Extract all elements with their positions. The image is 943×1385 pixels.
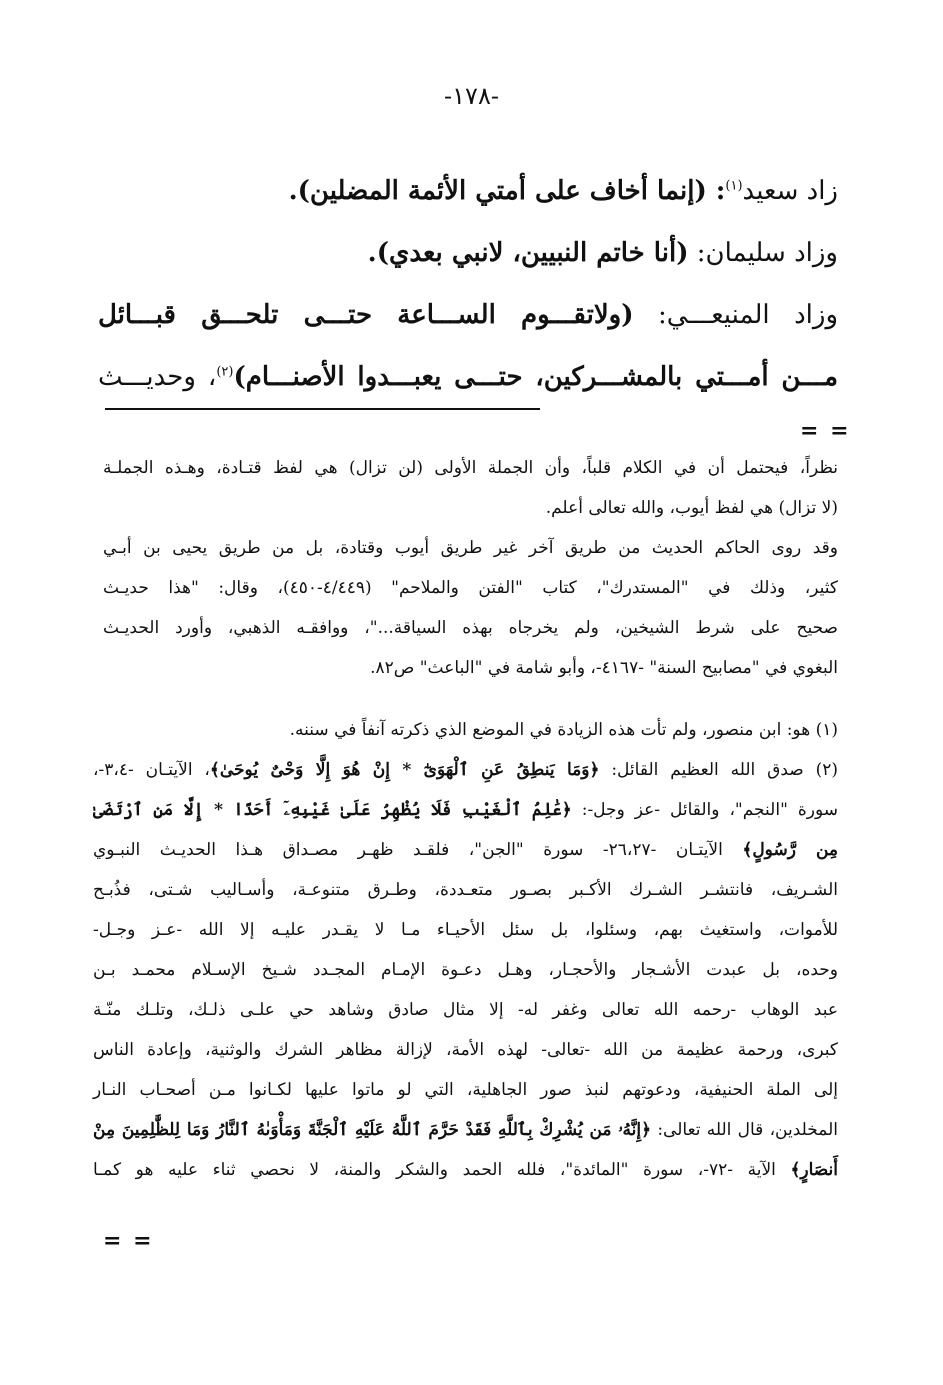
continuation-line-3: وقد روى الحاكم الحديث من طريق آخر غير طريق أيوب وقتادة، بل من طريق يحيى بن أبـي: [103, 538, 838, 558]
main-line-1: [98, 160, 838, 222]
footnote-2-ref-najm: ، الآيتـان -٣،٤-،: [93, 760, 210, 780]
narrator-sulaiman: وزاد سليمان:: [688, 238, 838, 268]
footnote-2-line-6: وحده، بل عبدت الأشـجار والأحجـار، وهـل دعـوة الإمـام المجـدد شـيخ الإسـلام محمـد بـن: [93, 960, 838, 980]
continuation-mark-bottom: = =: [103, 1228, 154, 1254]
footnote-2-intro: (٢) صدق الله العظيم القائل:: [599, 760, 838, 780]
hadith-text-2: (أنا خاتم النبيين، لانبي بعدي).: [367, 238, 689, 268]
footnote-ref-1: (١): [725, 178, 743, 194]
continuation-mark-top: = =: [800, 418, 851, 444]
footnote-2-line-10-text: المخلدين، قال الله تعالى:: [651, 1120, 838, 1140]
footnote-2-line-3: [93, 830, 838, 870]
narrator-saeed: زاد سعيد: [742, 176, 838, 206]
main-line-2: [98, 222, 838, 284]
main-text: [98, 160, 838, 408]
hadith-text-1: : (إنما أخاف على أمتي الأئمة المضلين).: [288, 176, 726, 206]
footnote-2-line-10: [93, 1110, 838, 1150]
quran-verse-jinn-end: مِن رَّسُولٍ﴾: [742, 840, 838, 860]
footnote-2-line-2-text: سورة "النجم"، والقائل -عز وجل-:: [571, 800, 838, 820]
footnote-continuation: [103, 448, 838, 688]
footnote-2-line-2: [93, 790, 838, 830]
continuation-line-4: كثير، وذلك في "المستدرك"، كتاب "الفتن والملاحم" (٤/٤٤٩-٤٥٠)، وقال: "هذا حديـث: [103, 578, 838, 598]
main-line-3: [98, 284, 838, 346]
footnote-2-line-4: الشـريف، فانتشـر الشـرك الأكـبر بصـور متعـددة، وطـرق متنوعـة، وأسـاليب شـتى، فذُبـح: [93, 880, 838, 900]
page-number: -١٧٨-: [444, 82, 499, 110]
footnote-2-line-9: إلى الملة الحنيفية، ودعوتهم لنبذ صور الجاهلية، التي لو ماتوا عليها لكـانوا مـن أصحـاب النـار: [93, 1080, 838, 1100]
continuation-line-6: البغوي في "مصابيح السنة" -٤١٦٧-، وأبو شامة في "الباعث" ص٨٢.: [370, 658, 838, 678]
quran-verse-jinn: ﴿عَٰلِمُ ٱلْغَيْبِ فَلَا يُظْهِرُ عَلَىٰ غَيْبِهِۦٓ أَحَدًا * إِلَّا مَنِ ٱرْتَضَىٰ: [93, 800, 572, 820]
footnote-ref-2: (٢): [216, 364, 234, 380]
continuation-line-5: صحيح على شرط الشيخين، ولم يخرجاه بهذه السياقة..."، ووافقـه الذهبي، وأورد الحديـث: [103, 618, 838, 638]
hadith-text-4: مـــن أمـــتي بالمشـــركين، حتـــى يعبـــدوا الأصنـــام): [233, 362, 838, 392]
footnote-separator-rule: [105, 408, 540, 410]
footnote-2-line-11-text: الآية -٧٢-، سورة "المائدة"، فلله الحمد والشكر والمنة، لا نحصي ثناء عليه هو كمـا: [93, 1160, 791, 1180]
footnote-1: (١) هو: ابن منصور، ولم تأت هذه الزيادة في الموضع الذي ذكرته آنفاً في سننه.: [289, 720, 838, 740]
quran-verse-najm: ﴿وَمَا يَنطِقُ عَنِ ٱلْهَوَىٰٓ * إِنْ هُوَ إِلَّا وَحْىٌ يُوحَىٰ﴾: [209, 760, 600, 780]
footnote-2-line-8: كبرى، ورحمة عظيمة من الله -تعالى- لهذه الأمة، لإزالة مظاهر الشرك والوثنية، وإعادة الناس: [93, 1040, 838, 1060]
footnotes: [93, 710, 838, 1190]
footnote-2-line-7: عبد الوهاب -رحمه الله تعالى وغفر له- إلا مثال صادق وشاهد حي علـى ذلـك، وتلـك منّـة: [93, 1000, 838, 1020]
footnote-2-line-5: للأموات، واستغيث بهم، وسئلوا، بل سئل الأحيـاء مـا لا يقـدر عليـه إلا الله -عـز وجـل-: [93, 920, 838, 940]
narrator-munii: وزاد المنيعـــي:: [633, 300, 839, 330]
quran-verse-maidah: ﴿إِنَّهُۥ مَن يُشْرِكْ بِٱللَّهِ فَقَدْ حَرَّمَ ٱللَّهُ عَلَيْهِ ٱلْجَنَّةَ وَمَأْوَىٰهُ ٱلنَّارُ وَمَا لِلظَّٰلِمِينَ مِنْ: [93, 1120, 652, 1140]
main-line-4-tail: ، وحديـــث: [98, 362, 217, 392]
main-line-4: [98, 346, 838, 408]
continuation-line-2: (لا تزال) هي لفظ أيوب، والله تعالى أعلم.: [545, 498, 838, 518]
footnote-2-line-11: [93, 1150, 838, 1190]
quran-verse-maidah-end: أَنصَارٍ﴾: [790, 1160, 838, 1180]
hadith-text-3: (ولاتقـــوم الســـاعة حتـــى تلحـــق قبـــائل: [98, 300, 634, 330]
footnote-2-line-1: [93, 750, 838, 790]
footnote-2-line-3-text: الآيتـان -٢٦،٢٧- سورة "الجن"، فلقـد ظهـر مصـداق هـذا الحديـث النبـوي: [93, 840, 743, 860]
continuation-line-1: نظراً، فيحتمل أن في الكلام قلباً، وأن الجملة الأولى (لن تزال) هي لفظ قتـادة، وهـذه الجملـة: [103, 458, 838, 478]
